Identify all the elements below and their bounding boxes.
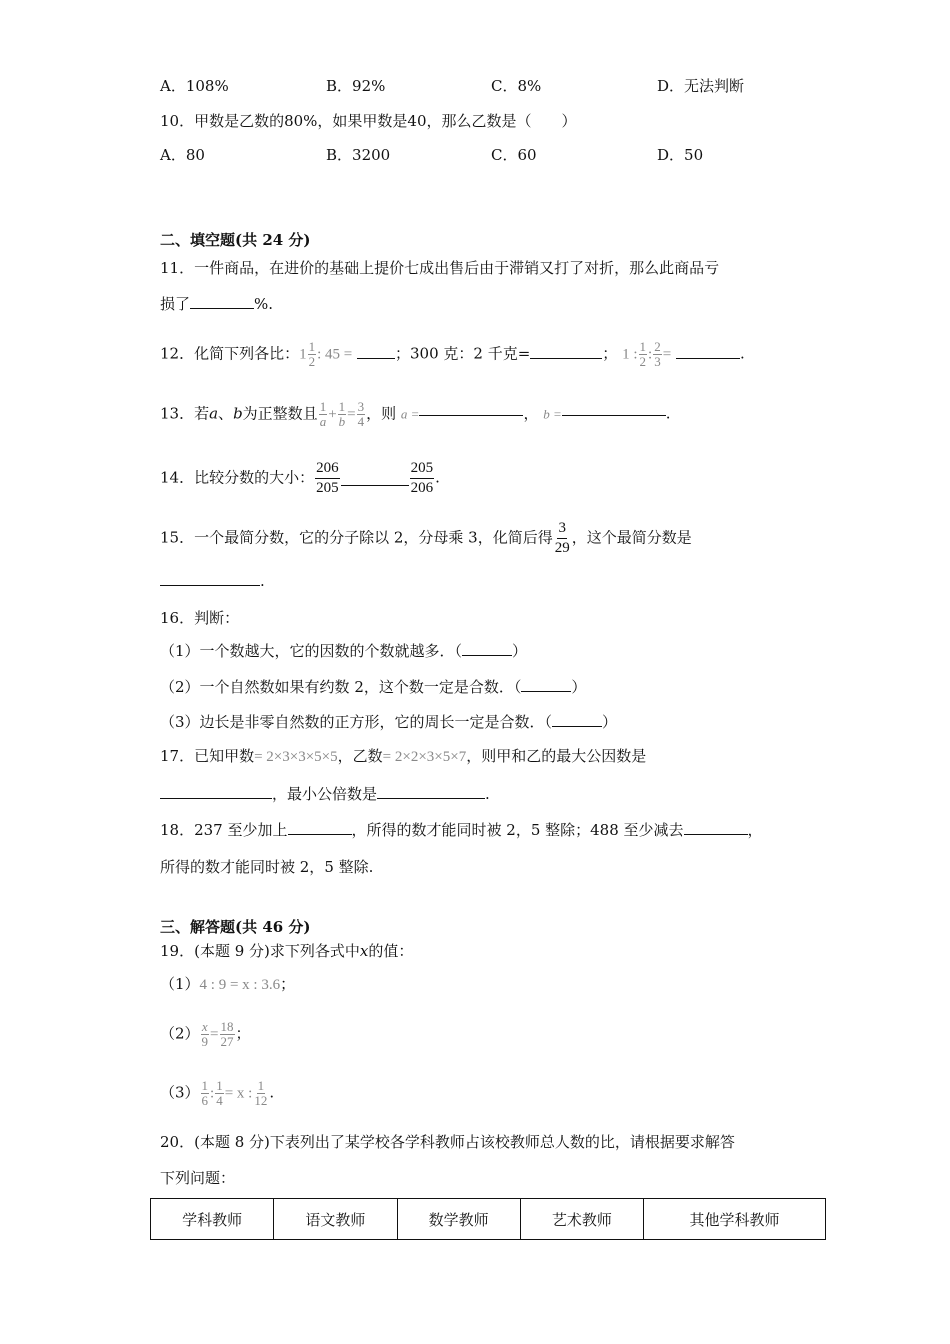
q12-text-mid: ；300 克：2 千克=	[395, 344, 531, 363]
q18-text-pre: 18．237 至少加上	[160, 821, 288, 839]
q14-end: .	[435, 468, 440, 487]
q18-line2: 所得的数才能同时被 2，5 整除.	[160, 858, 374, 876]
q11-line1: 11．一件商品，在进价的基础上提价七成出售后由于滞销又打了对折，那么此商品亏	[160, 259, 720, 277]
q17-line1	[160, 746, 646, 767]
q19-p2-eq: =	[210, 1026, 219, 1043]
q12-expr2-lead: 1 :	[622, 346, 638, 363]
q16-item-3-close: ）	[602, 713, 618, 731]
q12-expr1-whole: 1	[299, 346, 307, 363]
q17-jia-expr: = 2×3×3×5×5	[254, 749, 338, 765]
q13-line	[160, 400, 671, 429]
q17-line2	[160, 784, 490, 804]
q9-option-c: C．8%	[491, 77, 542, 95]
q19-part-1	[160, 974, 295, 995]
q17-text-pre: 17．已知甲数	[160, 747, 255, 765]
table-header-cell: 语文教师	[274, 1199, 397, 1240]
q19-var-x: x	[359, 942, 369, 960]
q12-blank-3[interactable]	[676, 344, 740, 359]
q16-item-1-text: （1）一个数越大，它的因数的个数就越多．（	[160, 642, 463, 660]
q14-text-pre: 14．比较分数的大小：	[160, 468, 315, 487]
q12-expr1-fraction: $\frac{1}{2}$	[308, 339, 316, 369]
q19-part-3	[160, 1079, 274, 1108]
q10-option-d: D．50	[657, 146, 704, 164]
q15-fraction-3-29: $\frac{3}{29}$	[554, 520, 570, 556]
q16-item-1-blank[interactable]	[462, 641, 512, 656]
q12-blank-2[interactable]	[530, 344, 602, 359]
q16-item-2-blank[interactable]	[521, 677, 571, 692]
q9-option-d: D．无法判断	[657, 77, 745, 95]
q19-p1-end: ；	[280, 975, 296, 993]
q19-p3-mid: = x :	[224, 1085, 253, 1102]
q9-option-a: A．108%	[160, 77, 229, 95]
q14-fraction-205-206: $\frac{205}{206}$	[410, 460, 434, 496]
q13-dun: 、	[218, 404, 234, 423]
q18-blank-1[interactable]	[288, 820, 352, 835]
q15-text-post: ，这个最简分数是	[571, 528, 692, 547]
q19-p3-label: （3）	[160, 1083, 200, 1102]
q17-gcd-blank[interactable]	[160, 784, 272, 799]
q13-a-eq: a =	[400, 406, 420, 422]
q20-line1: 20．(本题 8 分)下表列出了某学校各学科教师占该校教师总人数的比，请根据要求解答	[160, 1133, 735, 1151]
q12-blank-1[interactable]	[357, 344, 395, 359]
q14-compare-blank[interactable]	[341, 484, 409, 486]
q12-expr2-eq: =	[662, 346, 672, 363]
q12-text-pre: 12．化简下列各比：	[160, 344, 300, 363]
q16-item-1	[160, 641, 527, 661]
q19-p1-label: （1）	[160, 975, 200, 993]
q13-eq: =	[347, 406, 356, 423]
table-row	[151, 1199, 826, 1240]
q13-blank-b[interactable]	[562, 414, 666, 416]
section-2-title: 二、填空题(共 24 分)	[160, 231, 311, 249]
q16-item-2	[160, 677, 586, 697]
table-header-cell: 数学教师	[397, 1199, 520, 1240]
q19-p2-label: （2）	[160, 1024, 200, 1043]
q13-text-mid: 为正整数且	[242, 404, 318, 423]
q13-fraction-1-over-b: $\frac{1}{b}$	[338, 399, 346, 429]
q13-b-eq: b =	[543, 406, 562, 422]
q14-line	[160, 459, 440, 498]
q13-var-b: b	[233, 404, 243, 423]
q16-item-2-close: ）	[571, 678, 587, 696]
q11-line2	[160, 294, 273, 314]
q16-item-2-text: （2）一个自然数如果有约数 2，这个数一定是合数．（	[160, 678, 522, 696]
q11-text-post: %.	[254, 295, 274, 313]
q10-stem: 10．甲数是乙数的80%，如果甲数是40，那么乙数是（ ）	[160, 112, 577, 130]
q16-stem: 16．判断：	[160, 609, 240, 627]
q13-text-pre: 13．若	[160, 404, 210, 423]
q18-blank-2[interactable]	[684, 820, 748, 835]
q19-text-pre: 19．(本题 9 分)求下列各式中	[160, 942, 360, 960]
q15-answer-blank[interactable]	[160, 571, 260, 586]
table-header-cell: 其他学科教师	[644, 1199, 826, 1240]
q11-answer-blank[interactable]	[190, 294, 254, 309]
q13-comma: ，	[523, 404, 539, 423]
q17-end: .	[485, 785, 490, 803]
q15-text-pre: 15．一个最简分数，它的分子除以 2，分母乘 3，化简后得	[160, 528, 553, 547]
section-3-title: 三、解答题(共 46 分)	[160, 918, 311, 936]
q12-expr2-fraction-2: $\frac{2}{3}$	[654, 339, 661, 369]
q19-p2-fraction-18-27: $\frac{18}{27}$	[220, 1019, 234, 1049]
q13-fraction-3-over-4: $\frac{3}{4}$	[357, 399, 365, 429]
q17-lcm-blank[interactable]	[377, 784, 485, 799]
q12-text-sep: ；	[602, 344, 618, 363]
q15-end: .	[260, 572, 265, 590]
q12-end: .	[739, 344, 745, 363]
q16-item-1-close: ）	[512, 642, 528, 660]
q13-var-a: a	[209, 404, 219, 423]
q19-p2-fraction-x-9: $\frac{x}{9}$	[201, 1019, 209, 1049]
q19-p3-fraction-1-4: $\frac{1}{4}$	[216, 1078, 223, 1108]
q14-fraction-206-205: $\frac{206}{205}$	[316, 460, 339, 496]
q15-line	[160, 519, 692, 558]
q10-option-c: C．60	[491, 146, 537, 164]
q19-p2-end: ；	[235, 1024, 251, 1043]
q12-expr2-colon: :	[648, 346, 653, 363]
q18-line1	[160, 820, 763, 840]
q10-option-b: B．3200	[326, 146, 391, 164]
q20-ratio-table	[150, 1198, 826, 1240]
q16-item-3	[160, 712, 617, 732]
q19-p3-fraction-1-6: $\frac{1}{6}$	[201, 1078, 209, 1108]
q13-end: .	[665, 404, 671, 423]
q10-option-a: A．80	[160, 146, 205, 164]
table-header-cell: 学科教师	[151, 1199, 274, 1240]
q20-line2: 下列问题：	[160, 1169, 236, 1187]
q16-item-3-blank[interactable]	[552, 712, 602, 727]
q13-blank-a[interactable]	[419, 414, 523, 416]
q19-p1-expr: 4 : 9 = x : 3.6	[199, 977, 281, 993]
q15-answer-line	[160, 571, 265, 591]
q13-fraction-1-over-a: $\frac{1}{a}$	[319, 399, 327, 429]
q18-text-mid: ，所得的数才能同时被 2，5 整除；488 至少减去	[351, 821, 684, 839]
q19-p3-colon: :	[210, 1085, 215, 1102]
q19-p3-end: .	[269, 1083, 275, 1102]
q19-stem	[160, 941, 413, 961]
q17-text-post: ，则甲和乙的最大公因数是	[466, 747, 647, 765]
q12-expr1-rest: : 45 =	[317, 346, 353, 363]
q11-text-pre: 损了	[160, 295, 191, 313]
q19-part-2	[160, 1020, 251, 1049]
q12-expr2-fraction-1: $\frac{1}{2}$	[639, 339, 647, 369]
q18-comma: ，	[747, 821, 763, 839]
q19-p3-fraction-1-12: $\frac{1}{12}$	[254, 1078, 268, 1108]
table-header-cell: 艺术教师	[520, 1199, 643, 1240]
q16-item-3-text: （3）边长是非零自然数的正方形，它的周长一定是合数．（	[160, 713, 553, 731]
q17-line2-mid: ，最小公倍数是	[272, 785, 378, 803]
q9-option-b: B．92%	[326, 77, 386, 95]
q17-yi-expr: = 2×2×3×5×7	[382, 749, 467, 765]
q13-plus: +	[328, 406, 337, 423]
q17-text-mid: ，乙数	[337, 747, 383, 765]
q13-text-then: ，则	[366, 404, 397, 423]
q12-line	[160, 340, 745, 369]
q19-text-post: 的值：	[368, 942, 414, 960]
